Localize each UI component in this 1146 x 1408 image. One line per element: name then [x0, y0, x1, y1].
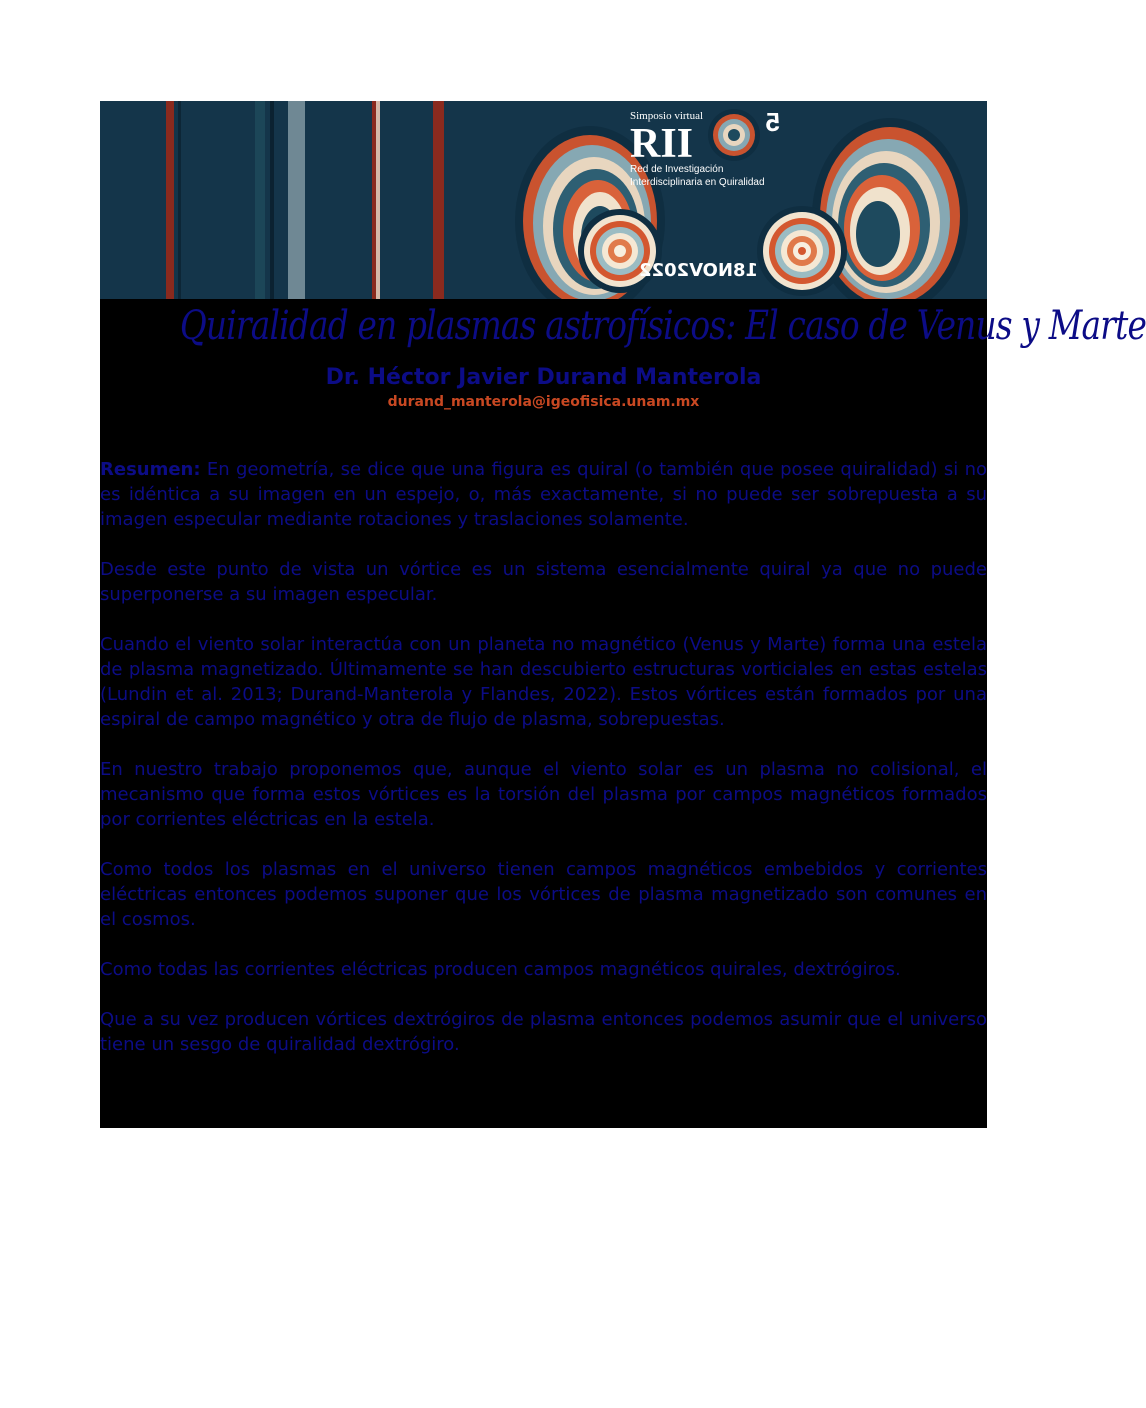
banner-artwork: [100, 101, 987, 299]
abstract-paragraph: Como todos los plasmas en el universo tienen campos magnéticos embebidos y corrientes eléctricas entonces podemos suponer que los vórtices de plasma magnetizado son comunes en el cosmos.: [100, 859, 987, 930]
banner-stripe: [433, 101, 444, 299]
logo-spiral-icon: [708, 109, 760, 161]
banner-stripe: [270, 101, 274, 299]
logo-network-line1: Red de Investigación: [630, 164, 724, 175]
banner-stripe: [288, 101, 305, 299]
abstract-paragraph: Como todas las corrientes eléctricas producen campos magnéticos quirales, dextrógiros.: [100, 959, 901, 980]
abstract-paragraph: [100, 457, 987, 532]
abstract-paragraph: Que a su vez producen vórtices dextrógiros de plasma entonces podemos asumir que el universo tiene un sesgo de quiralidad dextrógiro.: [100, 1009, 987, 1055]
abstract-paragraph: Cuando el viento solar interactúa con un planeta no magnético (Venus y Marte) forma una estela de plasma magnetizado. Últimamente se han descubierto estructuras vorticiales en estas estelas (Lundin et al. 2013; Durand-Manterola y Flandes, 2022). Estos vórtices están formados por una espiral de campo magnético y otra de flujo de plasma, sobrepuestas.: [100, 634, 987, 730]
logo-network-line2: Interdisciplinaria en Quiralidad: [630, 177, 765, 188]
banner-stripe: [166, 101, 174, 299]
abstract-panel: [100, 299, 1146, 1128]
logo-acronym: RII: [630, 121, 694, 167]
spiral-right-graphic: [757, 118, 968, 314]
banner-date: 18NOV2022: [639, 260, 758, 281]
abstract-paragraph: En nuestro trabajo proponemos que, aunque el viento solar es un plasma no colisional, el mecanismo que forma estos vórtices es la torsión del plasma por campos magnéticos formados por corrientes eléctricas en la estela.: [100, 759, 987, 830]
abstract-p1-text: En geometría, se dice que una figura es quiral (o también que posee quiralidad) si no es idéntica a su imagen en un espejo, o, más exactamente, si no puede ser sobrepuesta a su imagen especular mediante rotaciones y traslaciones solamente.: [100, 459, 987, 530]
banner-stripe: [376, 101, 380, 299]
author-email[interactable]: durand_manterola@igeofisica.unam.mx: [387, 394, 700, 410]
logo-event-label: Simposio virtual: [630, 110, 704, 122]
abstract-paragraph: Desde este punto de vista un vórtice es un sistema esencialmente quiral ya que no puede superponerse a su imagen especular.: [100, 559, 987, 605]
symposium-banner: [100, 101, 987, 299]
abstract-body: [100, 457, 987, 1082]
banner-stripe: [372, 101, 376, 299]
author-name: Dr. Héctor Javier Durand Manterola: [325, 365, 762, 390]
document-title: Quiralidad en plasmas astrofísicos: El caso de Venus y Marte: [179, 303, 1146, 349]
logo-edition-number: 5: [765, 107, 780, 137]
banner-stripe: [178, 101, 181, 299]
abstract-lead: Resumen:: [100, 459, 201, 480]
banner-stripe: [255, 101, 265, 299]
